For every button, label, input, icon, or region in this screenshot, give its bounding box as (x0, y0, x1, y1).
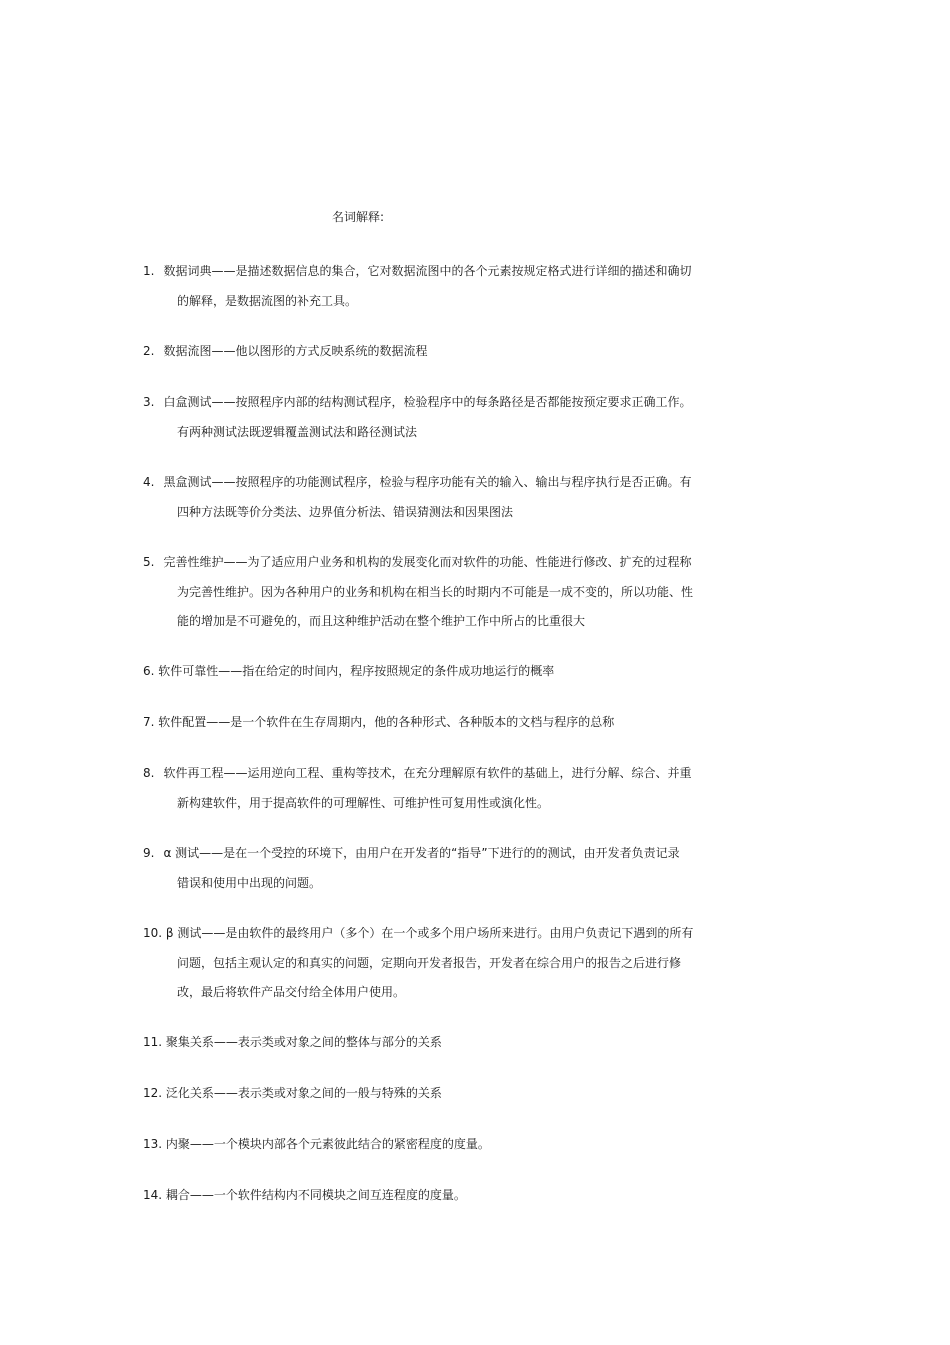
list-item (143, 262, 753, 321)
item-text-continued: 能的增加是不可避免的，而且这种维护活动在整个维护工作中所占的比重很大 (177, 614, 586, 628)
list-item (143, 1033, 753, 1063)
item-number: 6. (143, 664, 155, 678)
list-item (143, 1084, 753, 1114)
item-text: 完善性维护——为了适应用户业务和机构的发展变化而对软件的功能、性能进行修改、扩充的过程称 (163, 555, 692, 569)
item-text: 内聚——一个模块内部各个元素彼此结合的紧密程度的度量。 (165, 1137, 490, 1151)
item-number: 12. (143, 1086, 163, 1100)
item-number: 9. (143, 846, 155, 860)
item-text: α 测试——是在一个受控的环境下，由用户在开发者的“指导”下进行的的测试，由开发者负责记录 (163, 846, 680, 860)
page-title: 名词解释: (332, 210, 385, 224)
item-text-continued: 为完善性维护。因为各种用户的业务和机构在相当长的时期内不可能是一成不变的，所以功能、性 (177, 584, 694, 599)
item-number: 11. (143, 1035, 163, 1049)
item-number: 3. (143, 395, 155, 409)
item-number: 13. (143, 1137, 163, 1151)
item-text: 数据词典——是描述数据信息的集合，它对数据流图中的各个元素按规定格式进行详细的描述和确切 (163, 264, 692, 278)
item-text-continued: 改，最后将软件产品交付给全体用户使用。 (177, 985, 406, 999)
item-text-continued: 错误和使用中出现的问题。 (177, 875, 322, 890)
list-item (143, 1135, 753, 1165)
item-text: 软件配置——是一个软件在生存周期内，他的各种形式、各种版本的文档与程序的总称 (158, 715, 615, 729)
item-text: 耦合——一个软件结构内不同模块之间互连程度的度量。 (165, 1188, 466, 1202)
item-text-continued: 有两种测试法既逻辑覆盖测试法和路径测试法 (177, 424, 418, 439)
item-text-continued: 问题，包括主观认定的和真实的问题，定期向开发者报告，开发者在综合用户的报告之后进行修 (177, 955, 682, 970)
item-text: 聚集关系——表示类或对象之间的整体与部分的关系 (165, 1035, 442, 1049)
list-item (143, 662, 753, 692)
item-number: 4. (143, 475, 155, 489)
list-item (143, 713, 753, 743)
item-number: 5. (143, 555, 155, 569)
list-item (143, 393, 753, 452)
list-item (143, 342, 753, 372)
list-item (143, 1186, 753, 1216)
item-text-continued: 四种方法既等价分类法、边界值分析法、错误猜测法和因果图法 (177, 504, 514, 519)
item-text: β 测试——是由软件的最终用户（多个）在一个或多个用户场所来进行。由用户负责记下遇到的所有 (165, 926, 694, 940)
item-text: 黑盒测试——按照程序的功能测试程序，检验与程序功能有关的输入、输出与程序执行是否正确。有 (163, 475, 692, 489)
item-number: 2. (143, 344, 155, 358)
item-text-continued: 新构建软件，用于提高软件的可理解性、可维护性可复用性或演化性。 (177, 795, 550, 810)
item-number: 10. (143, 926, 163, 940)
item-number: 7. (143, 715, 155, 729)
list-item (143, 473, 753, 532)
item-text: 数据流图——他以图形的方式反映系统的数据流程 (163, 344, 428, 358)
item-text-continued: 的解释，是数据流图的补充工具。 (177, 293, 358, 308)
list-item (143, 764, 753, 823)
item-text: 白盒测试——按照程序内部的结构测试程序，检验程序中的每条路径是否都能按预定要求正确工作。 (163, 395, 692, 409)
item-number: 1. (143, 264, 155, 278)
item-number: 14. (143, 1188, 163, 1202)
item-number: 8. (143, 766, 155, 780)
item-text: 软件可靠性——指在给定的时间内，程序按照规定的条件成功地运行的概率 (158, 664, 555, 678)
list-item (143, 553, 753, 642)
item-text: 泛化关系——表示类或对象之间的一般与特殊的关系 (165, 1086, 442, 1100)
list-item (143, 924, 753, 1013)
list-item (143, 844, 753, 903)
item-text: 软件再工程——运用逆向工程、重构等技术，在充分理解原有软件的基础上，进行分解、综合、并重 (163, 766, 692, 780)
